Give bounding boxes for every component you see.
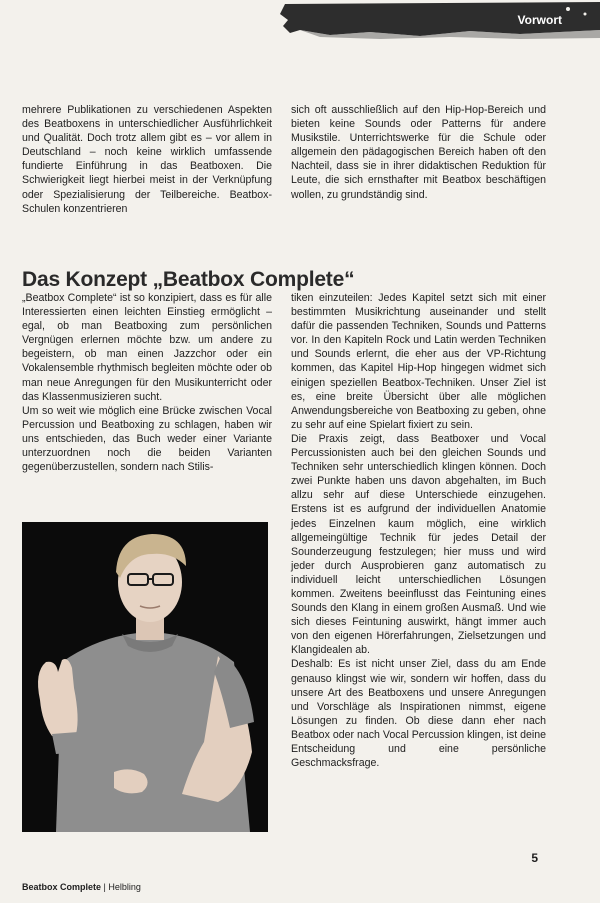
paragraph: Die Praxis zeigt, dass Beatboxer und Vocal Percussionisten auch bei den gleichen Sounds und Techniken sehr unterschiedlich klingen können. Doch zwei Punkte haben uns davon abgehalten, im Buch allzu sehr auf diese Unterschiede einzugehen. Erstens ist es aufgrund der individuellen Anatomie jedes Einzelnen kaum möglich, eine wirklich allgemeingültige Technik für jedes Detail der Sounderzeugung festzulegen; hier muss und wird jeder durch Ausprobieren ganz automatisch zu individuell leicht unterschiedlichen Lösungen kommen. Zweitens beeinflusst das Feintuning eines Sounds den Klang in einem großen Ausmaß. Und wie sich dieses Feintuning auswirkt, hängt immer auch von den eigenen Hörerfahrungen, Zielsetzungen und Klangidealen ab. xyxy=(291,432,546,657)
footer-separator: | xyxy=(101,882,109,892)
paragraph: Um so weit wie möglich eine Brücke zwischen Vocal Percussion und Beatboxing zu schlagen, haben wir uns entschieden, das Buch weder einer Variante unterzuordnen noch die beiden Varianten gegenüberzustellen, sondern nach Stilis- xyxy=(22,404,272,474)
chapter-header-bar xyxy=(0,0,600,40)
section-label: Vorwort xyxy=(517,13,562,27)
publisher-name: Helbling xyxy=(108,882,141,892)
brush-stroke-banner xyxy=(0,0,600,40)
paragraph: sich oft ausschließlich auf den Hip-Hop-Bereich und bieten keine Sounds oder Patterns für andere Musikstile. Unterrichtswerke für die Schule oder allgemein den pädagogischen Bereich haben oft den Nachteil, dass sie in ihrer didaktischen Reduktion für Leute, die sich ernsthafter mit Beatbox beschäftigen wollen, zu grundständig sind. xyxy=(291,104,546,201)
running-footer xyxy=(22,882,141,892)
paragraph: Deshalb: Es ist nicht unser Ziel, dass du am Ende genauso klingst wie wir, sondern wir hoffen, dass du unsere Art des Beatboxens und unsere Anregungen und Vorschläge als Inspirationen nimmst, eigene Lösungen zu finden. Ob diese dann eher nach Beatbox oder nach Vocal Percussion klingen, ist deine Entscheidung und eine persönliche Geschmacksfrage. xyxy=(291,658,546,770)
book-title: Beatbox Complete xyxy=(22,882,102,892)
intro-text-right xyxy=(291,103,546,202)
page-number: 5 xyxy=(531,851,538,865)
intro-text-left xyxy=(22,103,272,216)
paragraph: tiken einzuteilen: Jedes Kapitel setzt sich mit einer bestimmten Musikrichtung auseinander und stellt dafür die passenden Techniken, Sounds und Patterns vor. In den Kapiteln Rock und Latin werden Techniken und Sounds erlernt, die eher aus der VP-Richtung kommen, das Kapitel Hip-Hop hingegen widmet sich einigen speziellen Beatbox-Techniken. Unser Ziel ist es, eine breite Übersicht über alle möglichen Anwendungsbereiche von Beatboxing zu geben, ohne zu sehr auf eine Spielart fixiert zu sein. xyxy=(291,292,546,431)
author-photo xyxy=(22,522,268,832)
body-column-right xyxy=(291,291,546,770)
paragraph: „Beatbox Complete“ ist so konzipiert, dass es für alle Interessierten einen leichten Einstieg ermöglicht – egal, ob man Beatboxing zum persönlichen Vergnügen erlernen möchte bzw. um andere zu begeistern, ob man einen Jazzchor oder ein Vokalensemble rhythmisch begleiten möchte oder ob man neue Anregungen für den Musikunterricht oder das Klassenmusizieren sucht. xyxy=(22,292,272,403)
body-column-left xyxy=(22,291,272,474)
section-heading: Das Konzept „Beatbox Complete“ xyxy=(22,268,355,292)
person-photo-illustration xyxy=(22,522,268,832)
paragraph: mehrere Publikationen zu verschiedenen Aspekten des Beatboxens in unterschiedlicher Ausführlichkeit und Qualität. Doch trotz allem gibt es – vor allem in Deutschland – noch keine wirklich umfassende fundierte Einführung in das Beatboxen. Die Schwierigkeit liegt hierbei meist in der Verknüpfung oder Spezialisierung der Teilbereiche. Beatbox-Schulen konzentrieren xyxy=(22,104,272,215)
